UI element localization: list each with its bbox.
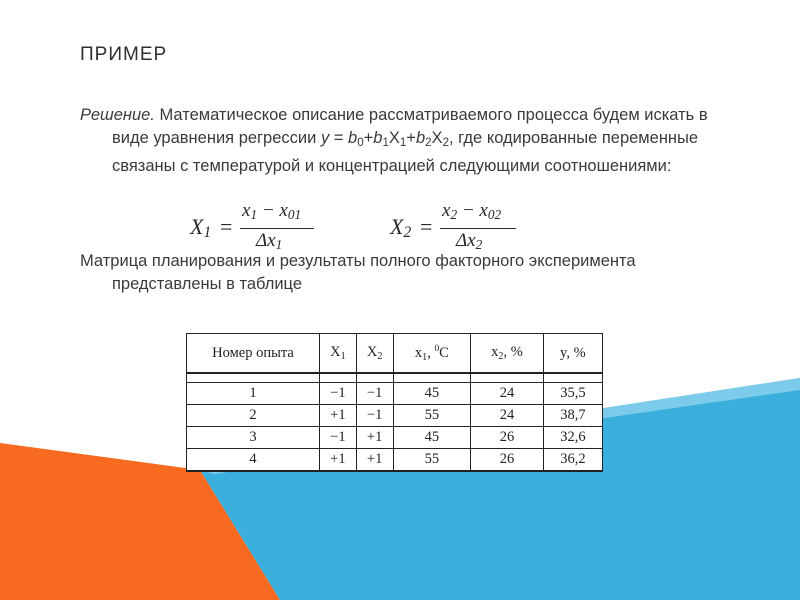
table-row (187, 449, 603, 472)
eq-y: y (320, 129, 330, 147)
formula1-denominator: $\Delta x_1$ (256, 230, 283, 252)
eq-b0: b (348, 129, 358, 147)
experiment-table (186, 333, 603, 472)
formula2-fraction-bar (440, 228, 516, 229)
eq-X2: X (431, 129, 443, 147)
solution-text-b: , где кодированные переменные связаны с температурой и концентрацией следующими соотношениями: (112, 129, 699, 175)
eq-b0-sub: 0 (357, 137, 364, 149)
eq-plus-1: + (363, 129, 374, 147)
cell-x1: 55 (393, 449, 471, 472)
cell-X2: +1 (356, 427, 393, 449)
cell-X2: +1 (356, 449, 393, 472)
formula1-numerator: $x_1 - x_{01}$ (242, 200, 302, 222)
eq-equals: = (329, 129, 348, 147)
eq-plus-2: + (406, 129, 416, 147)
cell-y: 38,7 (543, 405, 602, 427)
formula-X1 (190, 200, 320, 260)
eq-X1: X (388, 129, 400, 147)
formula1-equals: = (220, 214, 233, 239)
header-X2: $X_2$ (356, 334, 393, 374)
cell-X1: +1 (320, 405, 357, 427)
slide-title: ПРИМЕР (80, 44, 168, 65)
table-row (187, 383, 603, 405)
formula1-lhs: $X_1$ (190, 214, 212, 241)
table-intro-paragraph: Матрица планирования и результаты полного факторного эксперимента представлены в таблице (80, 252, 636, 293)
table-row (187, 405, 603, 427)
header-experiment-number: Номер опыта (187, 334, 320, 374)
cell-y: 35,5 (543, 383, 602, 405)
cell-number: 2 (187, 405, 320, 427)
formula2-equals: = (420, 214, 433, 239)
cell-number: 4 (187, 449, 320, 472)
cell-X2: −1 (356, 405, 393, 427)
eq-X1-sub: 1 (399, 137, 407, 149)
cell-number: 3 (187, 427, 320, 449)
eq-b1: b (373, 129, 383, 147)
header-y: y, % (543, 334, 602, 374)
cell-X1: −1 (320, 427, 357, 449)
cell-number: 1 (187, 383, 320, 405)
cell-x1: 45 (393, 383, 471, 405)
cell-y: 36,2 (543, 449, 602, 472)
cell-X1: +1 (320, 449, 357, 472)
cell-X1: −1 (320, 383, 357, 405)
header-x2-concentration: $x_2$, % (471, 334, 544, 374)
cell-x2: 26 (471, 449, 544, 472)
eq-X2-sub: 2 (442, 137, 449, 149)
cell-x2: 24 (471, 383, 544, 405)
header-X1: $X_1$ (320, 334, 357, 374)
eq-b1-sub: 1 (382, 137, 389, 149)
cell-x1: 55 (393, 405, 471, 427)
table-header-row (187, 334, 603, 374)
solution-lead: Решение. (80, 106, 155, 124)
cell-x1: 45 (393, 427, 471, 449)
formula2-lhs: $X_2$ (390, 214, 412, 241)
cell-x2: 26 (471, 427, 544, 449)
cell-y: 32,6 (543, 427, 602, 449)
formula2-denominator: $\Delta x_2$ (456, 230, 483, 252)
formula-X2 (390, 200, 520, 260)
formula2-numerator: $x_2 - x_{02}$ (442, 200, 502, 222)
cell-x2: 24 (471, 405, 544, 427)
table-row (187, 427, 603, 449)
header-x1-temperature: $x_1$, $^0$C (393, 334, 471, 374)
formula1-fraction-bar (240, 228, 314, 229)
cell-X2: −1 (356, 383, 393, 405)
eq-b2-sub: 2 (425, 137, 432, 149)
solution-paragraph (80, 104, 730, 178)
eq-b2: b (415, 129, 426, 147)
table-spacer-row (187, 373, 603, 383)
solution-text-a: Математическое описание рассматриваемого процесса будем искать в виде уравнения регрессии (112, 106, 708, 147)
